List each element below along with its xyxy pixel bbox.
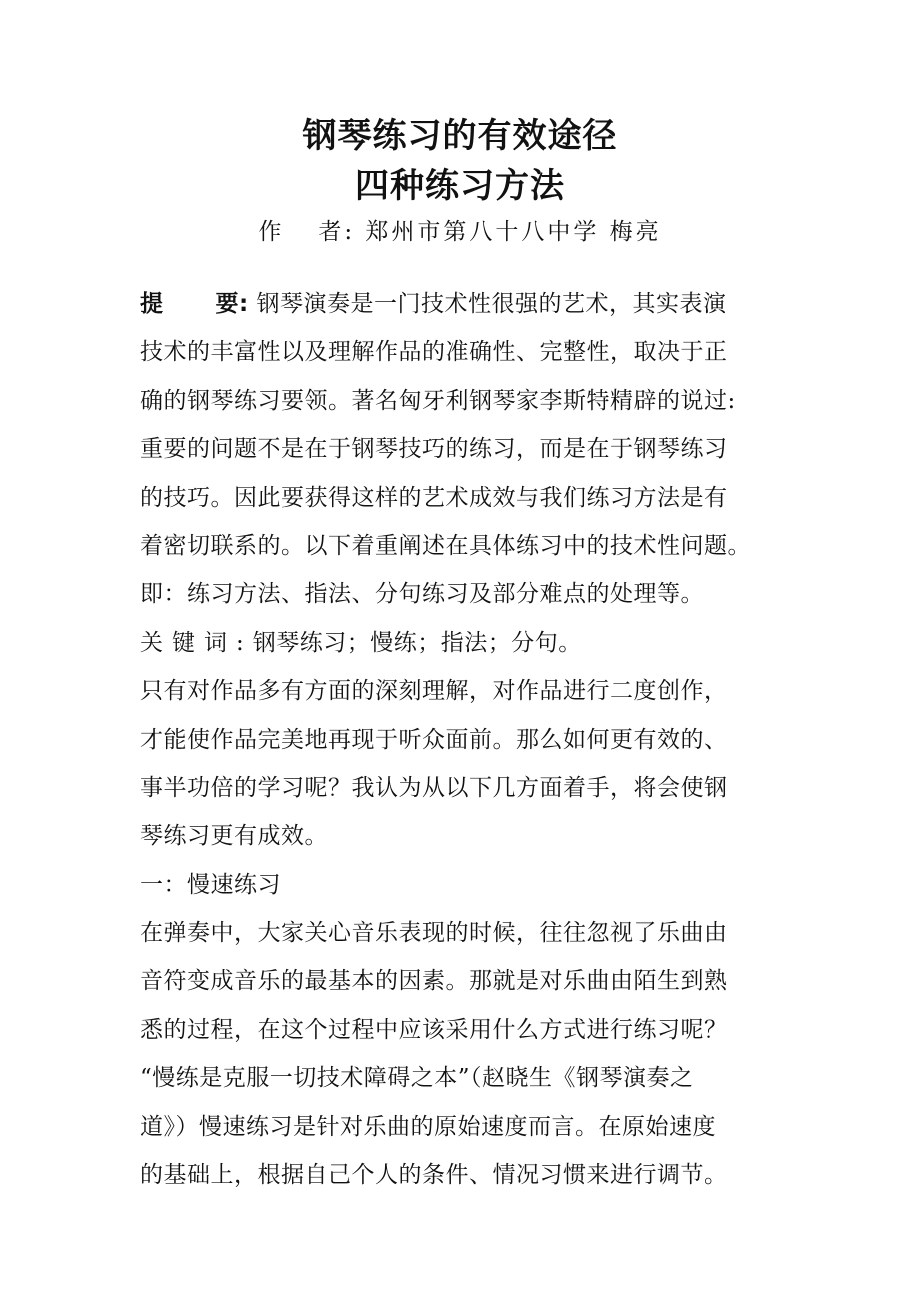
abstract-label [140,291,249,317]
document-body [140,280,780,1199]
paragraph-line: 悉的过程，在这个过程中应该采用什么方式进行练习呢？ [140,1016,728,1043]
author-label-b: 者: [318,219,356,245]
abstract-label-a: 提 [140,291,164,317]
abstract-line: 的技巧。因此要获得这样的艺术成效与我们练习方法是有 [140,484,728,511]
paragraph-line: 的基础上，根据自己个人的条件、情况习惯来进行调节。 [140,1162,728,1189]
document-subtitle: 四种练习方法 [355,166,565,206]
keywords-line [140,619,780,667]
paragraph-line: 道》）慢速练习是针对乐曲的原始速度而言。在原始速度 [140,1113,716,1140]
abstract-line: 技术的丰富性以及理解作品的准确性、完整性，取决于正 [140,339,728,366]
paragraph-line: “慢练是克服一切技术障碍之本”（赵晓生《钢琴演奏之 [140,1065,694,1092]
section-heading: 一：慢速练习 [140,871,281,898]
paragraph-line: 在弹奏中，大家关心音乐表现的时候，往往忽视了乐曲由 [140,920,728,947]
abstract-first-line [140,280,780,328]
abstract-line: 重要的问题不是在于钢琴技巧的练习，而是在于钢琴练习 [140,436,728,463]
paragraph-line: 琴练习更有成效。 [140,823,328,850]
keywords-label: 关键词: [140,629,253,656]
paragraph-line: 事半功倍的学习呢？我认为从以下几方面着手，将会使钢 [140,774,728,801]
paragraph-line: 才能使作品完美地再现于听众面前。那么如何更有效的、 [140,726,728,753]
author-label-a: 作 [258,219,285,245]
abstract-line: 即：练习方法、指法、分句练习及部分难点的处理等。 [140,581,704,608]
abstract-line: 着密切联系的。以下着重阐述在具体练习中的技术性问题。 [140,532,751,559]
abstract-line: 确的钢琴练习要领。著名匈牙利钢琴家李斯特精辟的说过: [140,387,736,414]
document-title: 钢琴练习的有效途径 [302,116,618,156]
paragraph-line: 音符变成音乐的最基本的因素。那就是对乐曲由陌生到熟 [140,968,728,995]
abstract-label-b: 要: [215,291,249,317]
author-line [0,216,920,248]
abstract-text: 钢琴演奏是一门技术性很强的艺术，其实表演 [256,291,727,317]
keywords-value: 钢琴练习；慢练；指法；分句。 [252,629,582,656]
author-name: 郑州市第八十八中学 梅亮 [365,219,662,245]
paragraph-line: 只有对作品多有方面的深刻理解，对作品进行二度创作， [140,678,728,705]
